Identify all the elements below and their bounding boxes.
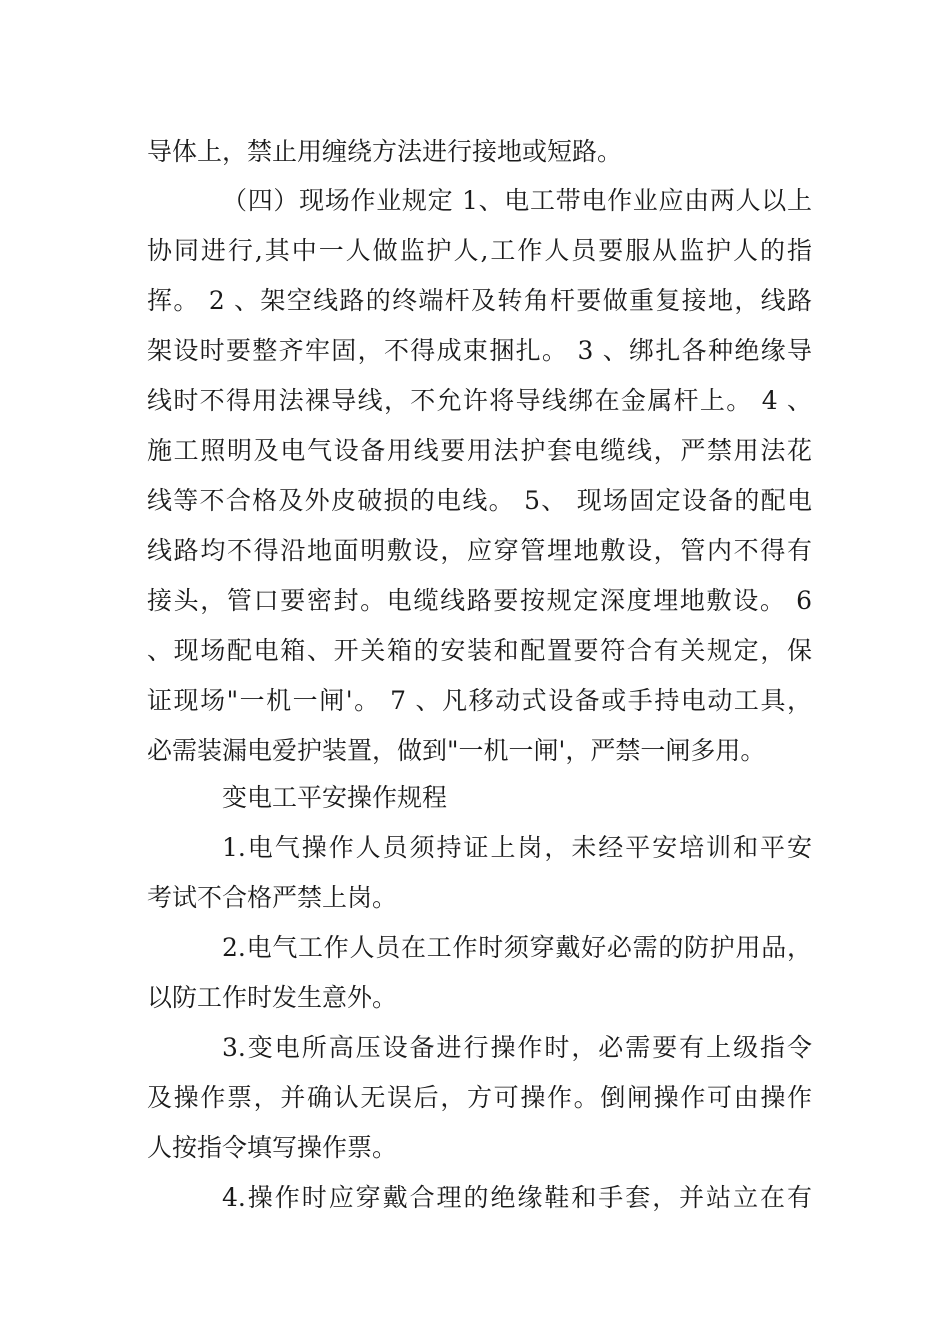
text-line: 3.变电所高压设备进行操作时，必需要有上级指令 <box>222 1033 812 1062</box>
text-line: 及操作票，并确认无误后，方可操作。倒闸操作可由操作 <box>147 1083 812 1112</box>
text-line: 考试不合格严禁上岗。 <box>147 883 398 912</box>
text-line: 线路均不得沿地面明敷设，应穿管埋地敷设，管内不得有 <box>147 536 812 565</box>
text-line: （四）现场作业规定 1、电工带电作业应由两人以上 <box>222 186 812 215</box>
text-line: 1.电气操作人员须持证上岗，未经平安培训和平安 <box>222 833 812 862</box>
text-line: 施工照明及电气设备用线要用法护套电缆线，严禁用法花 <box>147 436 812 465</box>
text-line: 导体上，禁止用缠绕方法进行接地或短路。 <box>147 137 623 166</box>
text-line: 、现场配电箱、开关箱的安装和配置要符合有关规定，保 <box>147 636 812 665</box>
text-line: 4.操作时应穿戴合理的绝缘鞋和手套，并站立在有 <box>222 1183 812 1212</box>
text-line: 2.电气工作人员在工作时须穿戴好必需的防护用品， <box>222 933 812 962</box>
text-line: 接头，管口要密封。电缆线路要按规定深度埋地敷设。 6 <box>147 586 812 615</box>
text-line: 人按指令填写操作票。 <box>147 1133 398 1162</box>
text-line: 以防工作时发生意外。 <box>147 983 398 1012</box>
text-line: 协同进行,其中一人做监护人,工作人员要服从监护人的指 <box>147 236 812 265</box>
text-line: 线时不得用法裸导线，不允许将导线绑在金属杆上。 4 、 <box>147 386 812 415</box>
text-line: 架设时要整齐牢固，不得成束捆扎。 3 、绑扎各种绝缘导 <box>147 336 812 365</box>
text-line: 必需装漏电爱护装置，做到"一机一闸'，严禁一闸多用。 <box>147 736 766 765</box>
text-line: 证现场"一机一闸'。 7 、凡移动式设备或手持电动工具， <box>147 686 812 715</box>
text-line: 线等不合格及外皮破损的电线。 5、 现场固定设备的配电 <box>147 486 812 515</box>
text-line: 挥。 2 、架空线路的终端杆及转角杆要做重复接地，线路 <box>147 286 812 315</box>
section-heading: 变电工平安操作规程 <box>222 783 448 812</box>
